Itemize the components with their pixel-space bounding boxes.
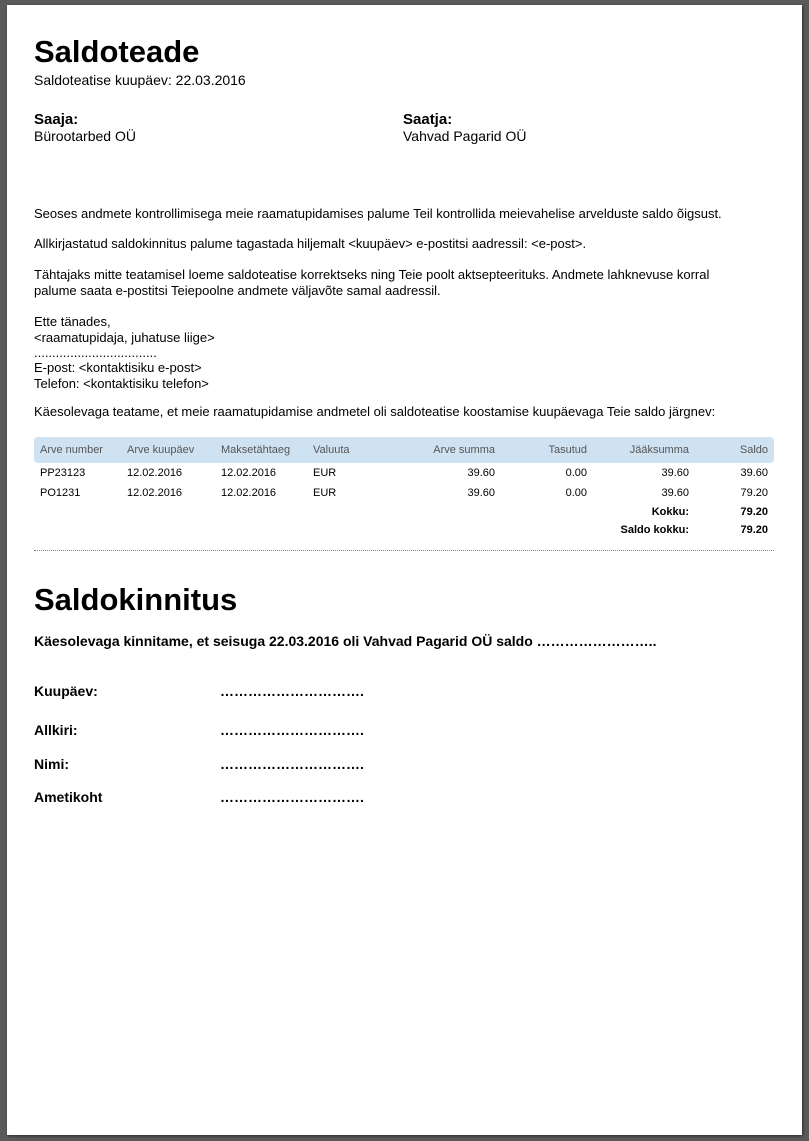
field-position [34,789,364,805]
cell-paid: 0.00 [565,487,587,499]
cell-invoice-number: PP23123 [40,467,86,479]
cell-balance: 39.60 [740,467,768,479]
total-row [34,503,774,521]
cell-invoice-date: 12.02.2016 [127,487,183,499]
total-label: Kokku: [651,506,689,518]
sender-label: Saatja: [403,111,453,128]
paragraph-balance: Käesolevaga teatame, et meie raamatupidamise andmetel oli saldoteatise koostamise kuupäevaga Teie saldo järgnev: [34,404,716,419]
field-date-label: Kuupäev: [34,683,98,699]
document-page [7,5,802,1135]
receiver-label: Saaja: [34,111,79,128]
cell-invoice-date: 12.02.2016 [127,467,183,479]
cell-invoice-number: PO1231 [40,487,81,499]
table-row [34,483,774,503]
signature-block [34,314,215,392]
saldo-total-row [34,521,774,539]
paragraph-deadline [34,267,709,299]
signature-dots: .................................. [34,345,157,360]
balance-table [34,437,774,539]
col-balance: Saldo [739,444,768,456]
col-invoice-date: Arve kuupäev [127,444,195,456]
signature-phone: Telefon: <kontaktisiku telefon> [34,376,209,391]
cell-currency: EUR [313,487,337,499]
cell-remaining: 39.60 [661,467,689,479]
col-invoice-sum: Arve summa [433,444,495,456]
col-currency: Valuuta [313,444,350,456]
field-date [34,683,364,699]
paragraph-return: Allkirjastatud saldokinnitus palume tagastada hiljemalt <kuupäev> e-postitsi aadressil: <e-post>. [34,236,587,251]
receiver-name: Bürootarbed OÜ [34,128,136,144]
field-date-line: …………………………. [220,683,364,699]
saldo-total-label: Saldo kokku: [620,524,689,536]
paragraph-deadline-line2: palume saata e-postitsi Teiepoolne andmete väljavõte samal aadressil. [34,283,441,298]
total-value: 79.20 [740,506,768,518]
field-signature-line: …………………………. [220,722,364,738]
cell-paid: 0.00 [565,467,587,479]
receiver-block [34,112,136,144]
field-name [34,756,364,772]
cell-invoice-sum: 39.60 [467,487,495,499]
field-signature [34,722,364,738]
cell-currency: EUR [313,467,337,479]
field-position-label: Ametikoht [34,789,103,805]
cell-due-date: 12.02.2016 [221,487,277,499]
sender-name: Vahvad Pagarid OÜ [403,128,527,144]
sender-block [403,112,526,144]
confirmation-text: Käesolevaga kinnitame, et seisuga 22.03.2016 oli Vahvad Pagarid OÜ saldo …………………….. [34,633,657,649]
page-title: Saldoteade [34,34,200,69]
table-header-row [34,437,774,463]
field-name-line: …………………………. [220,756,364,772]
field-name-label: Nimi: [34,756,69,772]
table-row [34,463,774,483]
field-signature-label: Allkiri: [34,722,78,738]
paragraph-intro: Seoses andmete kontrollimisega meie raamatupidamises palume Teil kontrollida meievahelise arvelduste saldo õigsust. [34,206,722,221]
field-position-line: …………………………. [220,789,364,805]
cell-due-date: 12.02.2016 [221,467,277,479]
saldo-total-value: 79.20 [740,524,768,536]
signature-greeting: Ette tänades, [34,314,111,329]
signature-email: E-post: <kontaktisiku e-post> [34,360,202,375]
col-due-date: Maksetähtaeg [221,444,291,456]
col-invoice-number: Arve number [40,444,103,456]
section-divider [34,550,774,551]
confirmation-title: Saldokinnitus [34,582,238,617]
cell-balance: 79.20 [740,487,768,499]
col-remaining: Jääksumma [629,444,689,456]
paragraph-deadline-line1: Tähtajaks mitte teatamisel loeme saldoteatise korrektseks ning Teie poolt aktsepteerituks. Andmete lahknevuse korral [34,267,710,282]
col-paid: Tasutud [548,444,587,456]
signature-role: <raamatupidaja, juhatuse liige> [34,330,215,345]
cell-invoice-sum: 39.60 [467,467,495,479]
notice-date: Saldoteatise kuupäev: 22.03.2016 [34,72,246,88]
cell-remaining: 39.60 [661,487,689,499]
